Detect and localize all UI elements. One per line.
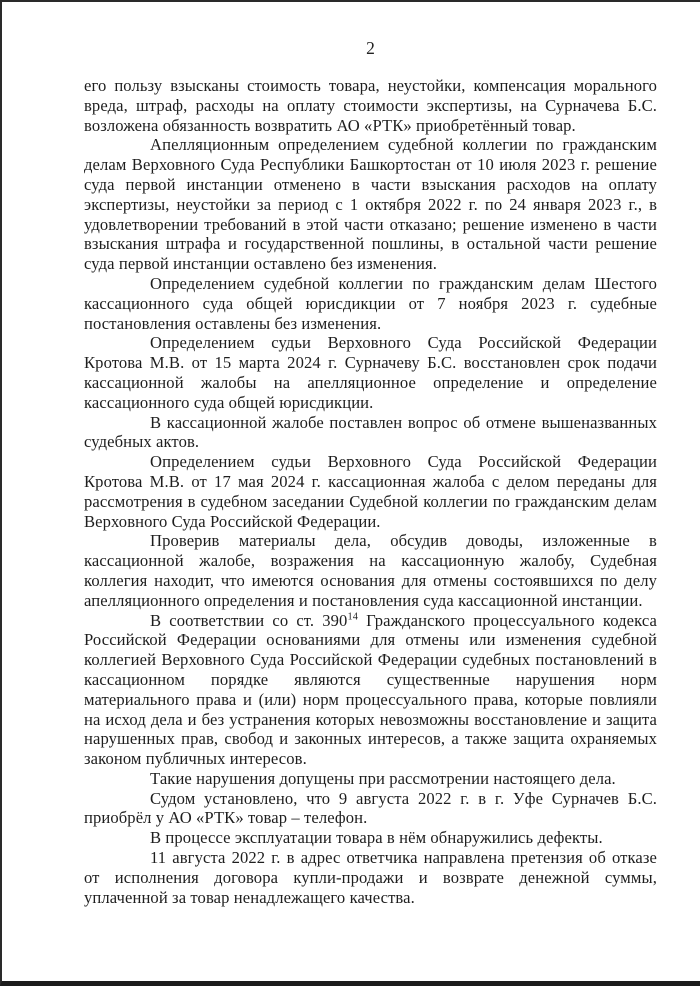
paragraph	[84, 789, 657, 829]
paragraph	[84, 76, 657, 135]
text-run: Гражданского процессуального кодекса Российской Федерации основаниями для отмены или изменения судебной коллегией Верховного Суда Российской Федерации судебных постановлений в кассационном порядке являются существенные нарушения норм материального права и (или) норм процессуального права, которые повлияли на исход дела и без устранения которых невозможны восстановление и защита нарушенных прав, свобод и законных интересов, а также защита охраняемых законом публичных интересов.	[84, 610, 658, 769]
page-number: 2	[366, 38, 375, 58]
text-run: В процессе эксплуатации товара в нём обнаружились дефекты.	[150, 828, 603, 848]
text-run: 11 августа 2022 г. в адрес ответчика направлена претензия об отказе от исполнения договора купли-продажи и возврате денежной суммы, уплаченной за товар ненадлежащего качества.	[84, 848, 657, 907]
paragraph	[84, 769, 657, 789]
text-run: В кассационной жалобе поставлен вопрос об отмене вышеназванных судебных актов.	[84, 412, 657, 452]
text-run: Проверив материалы дела, обсудив доводы, изложенные в кассационной жалобе, возражения на кассационную жалобу, Судебная коллегия находит, что имеются основания для отмены состоявшихся по делу апелляционного определения и постановления суда кассационной инстанции.	[84, 531, 657, 610]
paragraph	[84, 611, 657, 769]
text-run: Судом установлено, что 9 августа 2022 г. в г. Уфе Сурначев Б.С. приобрёл у АО «РТК» товар – телефон.	[84, 788, 657, 828]
text-run: Апелляционным определением судебной коллегии по гражданским делам Верховного Суда Республики Башкортостан от 10 июля 2023 г. решение суда первой инстанции отменено в части взыскания расходов на оплату экспертизы, неустойки за период с 1 октября 2022 г. по 24 января 2023 г., в удовлетворении требований в этой части отказано; решение изменено в части взыскания штрафа и государственной пошлины, в остальной части решение суда первой инстанции оставлено без изменения.	[84, 135, 657, 274]
text-run: В соответствии со ст. 390	[150, 610, 348, 630]
paragraph	[84, 452, 657, 531]
text-run: Определением судебной коллегии по гражданским делам Шестого кассационного суда общей юрисдикции от 7 ноября 2023 г. судебные постановления оставлены без изменения.	[84, 273, 657, 333]
text-run: Такие нарушения допущены при рассмотрении настоящего дела.	[150, 768, 616, 788]
text-run: его пользу взысканы стоимость товара, неустойки, компенсация морального вреда, штраф, расходы на оплату стоимости экспертизы, на Сурначева Б.С. возложена обязанность возвратить АО «РТК» приобретённый товар.	[84, 76, 657, 135]
document-body	[84, 76, 657, 907]
paragraph	[84, 531, 657, 610]
text-run: Определением судьи Верховного Суда Российской Федерации Кротова М.В. от 17 мая 2024 г. кассационная жалоба с делом переданы для рассмотрения в судебном заседании Судебной коллегии по гражданским делам Верховного Суда Российской Федерации.	[84, 452, 657, 531]
paragraph	[84, 828, 657, 848]
paragraph	[84, 333, 657, 412]
footnote-superscript: 14	[347, 610, 358, 622]
paragraph	[84, 274, 657, 333]
paragraph	[84, 413, 657, 453]
text-run: Определением судьи Верховного Суда Российской Федерации Кротова М.В. от 15 марта 2024 г. Сурначеву Б.С. восстановлен срок подачи кассационной жалобы на апелляционное определение и определение кассационного суда общей юрисдикции.	[84, 333, 657, 412]
paragraph	[84, 135, 657, 274]
paragraph	[84, 848, 657, 907]
